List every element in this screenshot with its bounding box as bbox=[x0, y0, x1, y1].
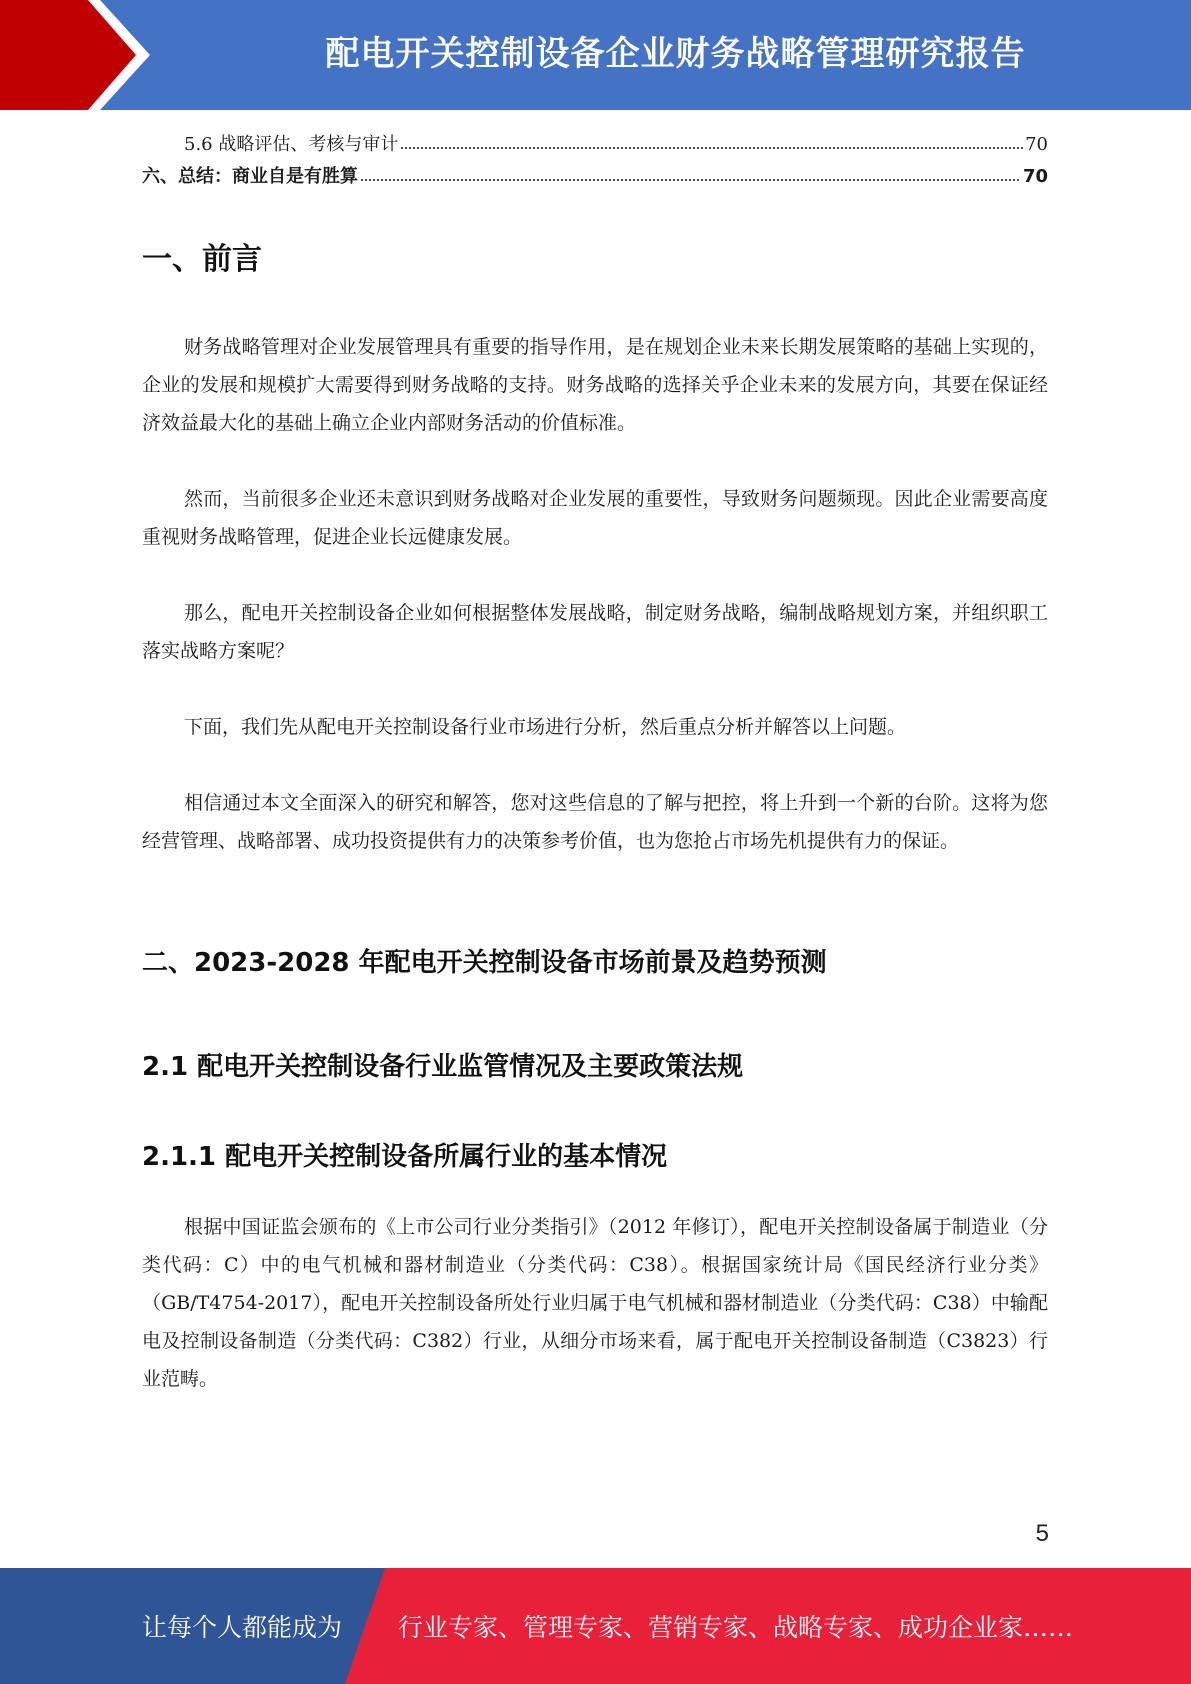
footer-slogan-right: 行业专家、管理专家、营销专家、战略专家、成功企业家…… bbox=[398, 1613, 1074, 1642]
section-2-1-1-heading: 2.1.1 配电开关控制设备所属行业的基本情况 bbox=[142, 1142, 668, 1172]
toc-dot-leader bbox=[400, 132, 1023, 150]
header-arrow-decoration bbox=[0, 0, 200, 110]
toc-entry-title: 5.6 战略评估、考核与审计 bbox=[184, 134, 399, 155]
body-paragraph: 根据中国证监会颁布的《上市公司行业分类指引》（2012 年修订），配电开关控制设备属于制造业（分类代码：C）中的电气机械和器材制造业（分类代码：C38）。根据国家统计局《国民经济行业分类》（GB/T4754-2017），配电开关控制设备所处行业归属于电气机械和器材制造业（分类代码：C38）中输配电及控制设备制造（分类代码：C382）行业，从细分市场来看，属于配电开关控制设备制造（C3823）行业范畴。 bbox=[142, 1216, 1048, 1390]
toc-entry[interactable] bbox=[142, 130, 1048, 162]
toc-entry-page: 70 bbox=[1022, 166, 1048, 187]
body-paragraph: 相信通过本文全面深入的研究和解答，您对这些信息的了解与把控，将上升到一个新的台阶。这将为您经营管理、战略部署、成功投资提供有力的决策参考价值，也为您抢占市场先机提供有力的保证。 bbox=[142, 792, 1048, 852]
report-title: 配电开关控制设备企业财务战略管理研究报告 bbox=[325, 34, 1026, 74]
toc-entry-title: 六、总结：商业自是有胜算 bbox=[142, 166, 358, 187]
report-footer bbox=[0, 1568, 1191, 1684]
table-of-contents bbox=[142, 130, 1048, 194]
footer-slogan-left: 让每个人都能成为 bbox=[142, 1613, 343, 1642]
body-paragraph: 那么，配电开关控制设备企业如何根据整体发展战略，制定财务战略，编制战略规划方案，并组织职工落实战略方案呢？ bbox=[142, 602, 1048, 662]
section-2-1-heading: 2.1 配电开关控制设备行业监管情况及主要政策法规 bbox=[142, 1052, 744, 1082]
chapter-2-heading: 二、2023-2028 年配电开关控制设备市场前景及趋势预测 bbox=[142, 948, 827, 978]
body-paragraph: 然而，当前很多企业还未意识到财务战略对企业发展的重要性，导致财务问题频现。因此企业需要高度重视财务战略管理，促进企业长远健康发展。 bbox=[142, 488, 1048, 548]
body-paragraph: 下面，我们先从配电开关控制设备行业市场进行分析，然后重点分析并解答以上问题。 bbox=[184, 716, 907, 738]
page-number: 5 bbox=[1035, 1520, 1049, 1547]
report-header bbox=[0, 0, 1191, 110]
toc-entry[interactable] bbox=[142, 162, 1048, 194]
preface-heading: 一、前言 bbox=[142, 242, 262, 277]
toc-entry-page: 70 bbox=[1025, 134, 1048, 155]
toc-dot-leader bbox=[360, 164, 1021, 182]
body-paragraph: 财务战略管理对企业发展管理具有重要的指导作用，是在规划企业未来长期发展策略的基础上实现的，企业的发展和规模扩大需要得到财务战略的支持。财务战略的选择关乎企业未来的发展方向，其要在保证经济效益最大化的基础上确立企业内部财务活动的价值标准。 bbox=[142, 336, 1048, 434]
